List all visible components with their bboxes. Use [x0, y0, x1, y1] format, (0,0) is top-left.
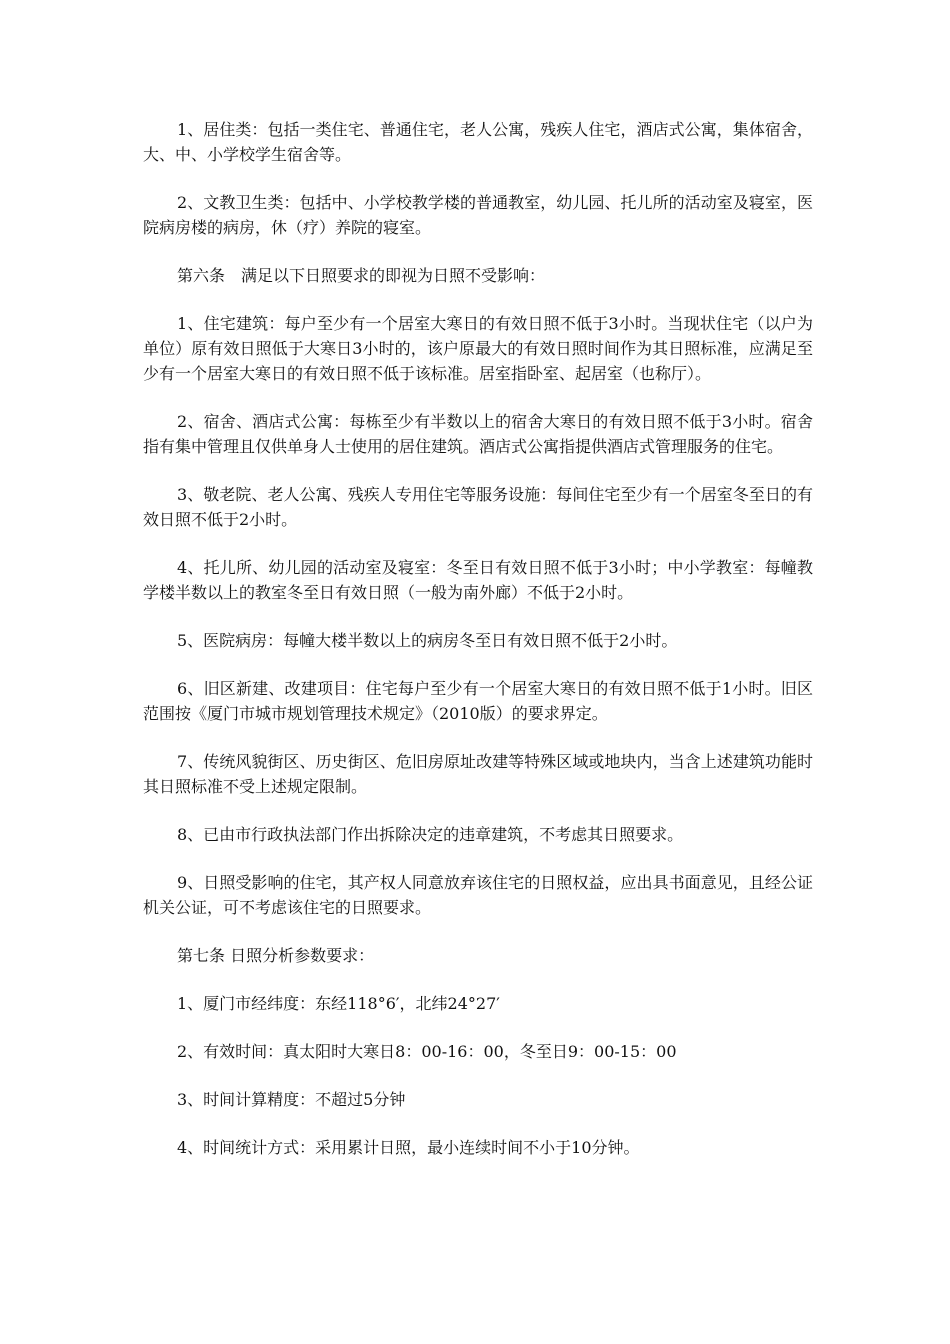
paragraph-education-health-category: 2、文教卫生类：包括中、小学校教学楼的普通教室，幼儿园、托儿所的活动室及寝室，医院病房楼的病房，休（疗）养院的寝室。: [143, 193, 813, 237]
paragraph-time-precision: 3、时间计算精度：不超过5分钟: [177, 1090, 406, 1109]
paragraph-dormitory-apartments: 2、宿舍、酒店式公寓：每栋至少有半数以上的宿舍大寒日的有效日照不低于3小时。宿舍指有集中管理且仅供单身人士使用的居住建筑。酒店式公寓指提供酒店式管理服务的住宅。: [143, 412, 813, 456]
paragraph-elderly-facilities: 3、敬老院、老人公寓、残疾人专用住宅等服务设施：每间住宅至少有一个居室冬至日的有效日照不低于2小时。: [143, 485, 813, 529]
paragraph-housing-buildings: 1、住宅建筑：每户至少有一个居室大寒日的有效日照不低于3小时。当现状住宅（以户为单位）原有效日照低于大寒日3小时的，该户原最大的有效日照时间作为其日照标准，应满足至少有一个居室大寒日的有效日照不低于该标准。居室指卧室、起居室（也称厅）。: [143, 314, 813, 383]
paragraph-coordinates: 1、厦门市经纬度：东经118°6′，北纬24°27′: [177, 994, 500, 1013]
article-6-heading: 第六条 满足以下日照要求的即视为日照不受影响：: [177, 266, 546, 285]
paragraph-effective-time: 2、有效时间：真太阳时大寒日8：00-16：00，冬至日9：00-15：00: [177, 1042, 677, 1061]
paragraph-waiver: 9、日照受影响的住宅，其产权人同意放弃该住宅的日照权益，应出具书面意见，且经公证机关公证，可不考虑该住宅的日照要求。: [143, 873, 813, 917]
article-7-heading: 第七条 日照分析参数要求：: [177, 946, 375, 965]
paragraph-historic-districts: 7、传统风貌街区、历史街区、危旧房原址改建等特殊区域或地块内，当含上述建筑功能时其日照标准不受上述规定限制。: [143, 752, 813, 796]
paragraph-illegal-buildings: 8、已由市行政执法部门作出拆除决定的违章建筑，不考虑其日照要求。: [177, 825, 684, 844]
paragraph-time-statistics: 4、时间统计方式：采用累计日照，最小连续时间不小于10分钟。: [177, 1138, 640, 1157]
paragraph-residential-category: 1、居住类：包括一类住宅、普通住宅，老人公寓，残疾人住宅，酒店式公寓，集体宿舍，大、中、小学校学生宿舍等。: [143, 120, 813, 164]
paragraph-old-district-projects: 6、旧区新建、改建项目：住宅每户至少有一个居室大寒日的有效日照不低于1小时。旧区范围按《厦门市城市规划管理技术规定》（2010版）的要求界定。: [143, 679, 813, 723]
document-body: [143, 117, 813, 1183]
paragraph-kindergarten-schools: 4、托儿所、幼儿园的活动室及寝室：冬至日有效日照不低于3小时；中小学教室：每幢教学楼半数以上的教室冬至日有效日照（一般为南外廊）不低于2小时。: [143, 558, 813, 602]
paragraph-hospital-wards: 5、医院病房：每幢大楼半数以上的病房冬至日有效日照不低于2小时。: [177, 631, 678, 650]
